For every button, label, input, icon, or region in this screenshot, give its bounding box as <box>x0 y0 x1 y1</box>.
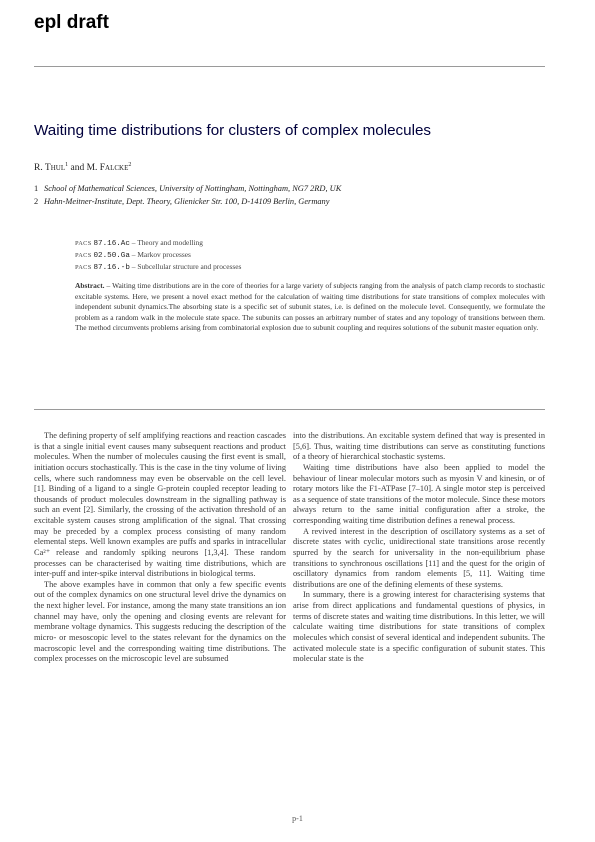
pacs-code: 02.50.Ga <box>93 252 130 260</box>
body-paragraph: Waiting time distributions have also been applied to model the behaviour of linear molecular motors such as myosin V and kinesin, or of rotary motors like the F1-ATPase [7–10]. A single motor step is perceived as a sequence of state transitions of the motor molecule. Since these motors always return to the same initial configuration after a stroke, the corresponding waiting time distribution defines a renewal process. <box>293 462 545 525</box>
pacs-description: – Subcellular structure and processes <box>131 262 242 271</box>
pacs-label: PACS <box>75 264 92 271</box>
body-column-right <box>293 431 545 665</box>
affiliation <box>34 184 341 193</box>
affiliation-number: 1 <box>34 184 39 193</box>
author-2-affiliation-mark: 2 <box>128 162 132 168</box>
author-conjunction: and <box>70 163 85 173</box>
abstract-label: Abstract. <box>75 281 105 290</box>
author-1-affiliation-mark: 1 <box>65 162 69 168</box>
header-rule <box>34 66 545 67</box>
abstract-text: – Waiting time distributions are in the core of theories for a large variety of subjects ranging from the analysis of patch clamp records to stochastic excitable systems. Here, we present a novel exact method for the calculation of waiting time distributions for state transitions of complex molecules with independent subunit dynamics.The absorbing state is a specific set of subunit states, i.e. is defined on the molecule level. Consequently, we formulate the problem as a random walk in the molecule state space. The subunits can posses an arbitrary number of states and any topology of transitions between them. The method circumvents problems arising from combinatorial explosion due to subunit coupling and requires solutions of the subunit master equation only. <box>75 281 545 333</box>
affiliation-text: Hahn-Meitner-Institute, Dept. Theory, Glienicker Str. 100, D-14109 Berlin, Germany <box>44 197 330 206</box>
body-paragraph: The defining property of self amplifying reactions and reaction cascades is that a single initial event causes many subsequent reactions and product molecules. When the number of molecules causing the first event is small, initiation occurs stochastically. This is the case in the tiny volume of living cells, where such randomness may even be observable on the cell level. [1]. Binding of a ligand to a single G-protein coupled receptor leading to thousands of product molecules downstream in the signalling pathway is such an event [2]. Similarly, the crossing of the activation threshold of an excitable system causes strong amplification of the signal. That crossing may be preceded by a complex process consisting of many random elemental steps. Well known examples are puffs and sparks in intracellular Ca²⁺ release and randomly spiking neurons [1,3,4]. These random processes can be characterised by waiting time distributions, which are inter-puff and inter-spike interval distributions in biological terms. <box>34 431 286 579</box>
affiliation-number: 2 <box>34 197 39 206</box>
author-1-name: R. Thul <box>34 163 66 173</box>
pacs-description: – Theory and modelling <box>131 238 203 247</box>
pacs-code: 87.16.Ac <box>93 240 130 248</box>
paper-title: Waiting time distributions for clusters of complex molecules <box>34 122 431 139</box>
pacs-entry <box>75 262 241 272</box>
author-2-name: M. Falcke <box>86 163 129 173</box>
abstract-rule <box>34 409 545 410</box>
affiliation-text: School of Mathematical Sciences, University of Nottingham, Nottingham, NG7 2RD, UK <box>44 184 342 193</box>
journal-header: epl draft <box>34 12 109 33</box>
body-paragraph: A revived interest in the description of oscillatory systems as a set of discrete states with cyclic, unidirectional state transitions arose recently spurred by the search for universality in the non-equilibrium phase transitions to synchronous oscillations [11] and the quest for the origin of oscillatory dynamics from random elements [5, 11]. Waiting time distributions are one of the defining elements of these systems. <box>293 526 545 589</box>
pacs-label: PACS <box>75 252 92 259</box>
pacs-entry <box>75 238 203 248</box>
body-paragraph: In summary, there is a growing interest for characterising systems that arise from direct applications and fundamental questions of physics, in terms of discrete states and waiting time distributions. In this letter, we will calculate waiting time distributions for state transitions of complex molecules which consist of several identical and independent subunits. The activated molecule state is a specific configuration of subunit states. This molecular state is the <box>293 590 545 664</box>
abstract <box>75 281 545 334</box>
body-paragraph: The above examples have in common that only a few specific events out of the complex dynamics on one structural level drive the dynamics on the next higher level. For instance, among the many state transitions an ion channel may have, only the opening and closing events are relevant for membrane voltage dynamics. This suggests reducing the description of the micro- or mesoscopic level to the states relevant for the dynamics on the macroscopic level and the corresponding waiting time distributions. The complex processes on the microscopic level are subsumed <box>34 579 286 664</box>
affiliation <box>34 197 329 206</box>
pacs-entry <box>75 250 191 260</box>
body-paragraph: into the distributions. An excitable system defined that way is presented in [5,6]. Thus, waiting time distributions can serve as constituting functions of a theory of hierarchical stochastic systems. <box>293 431 545 462</box>
body-column-left <box>34 431 286 665</box>
pacs-label: PACS <box>75 240 92 247</box>
pacs-code: 87.16.-b <box>93 264 130 272</box>
page-number: p-1 <box>292 814 303 823</box>
author-line <box>34 163 131 173</box>
pacs-description: – Markov processes <box>131 250 191 259</box>
